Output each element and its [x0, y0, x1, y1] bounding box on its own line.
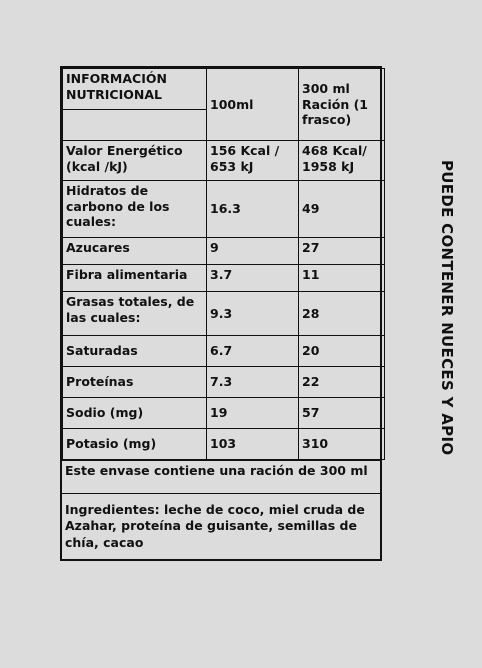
nutrient-per-serving: 28 [299, 292, 385, 336]
nutrient-name: Saturadas [63, 336, 207, 367]
nutrient-per-serving: 27 [299, 238, 385, 265]
table-row [63, 429, 385, 460]
table-header-row [63, 69, 385, 110]
nutrient-per-serving: 310 [299, 429, 385, 460]
table-row [63, 292, 385, 336]
ingredients-text: Ingredientes: leche de coco, miel cruda de Azahar, proteína de guisante, semillas de chía, cacao [62, 493, 380, 559]
nutrient-per-100ml: 6.7 [207, 336, 299, 367]
nutrient-per-100ml: 19 [207, 398, 299, 429]
nutrient-per-serving: 468 Kcal/ 1958 kJ [299, 141, 385, 181]
nutrition-label [60, 66, 382, 561]
table-row [63, 265, 385, 292]
nutrient-per-100ml: 3.7 [207, 265, 299, 292]
nutrient-name: Potasio (mg) [63, 429, 207, 460]
table-row [63, 398, 385, 429]
nutrient-per-100ml: 9.3 [207, 292, 299, 336]
nutrient-per-100ml: 103 [207, 429, 299, 460]
table-row [63, 238, 385, 265]
nutrient-name: Proteínas [63, 367, 207, 398]
header-nutrition-info: INFORMACIÓN NUTRICIONAL [63, 69, 207, 110]
nutrient-per-serving: 20 [299, 336, 385, 367]
table-row [63, 367, 385, 398]
serving-note: Este envase contiene una ración de 300 ml [62, 460, 380, 493]
nutrient-name: Fibra alimentaria [63, 265, 207, 292]
nutrient-per-100ml: 16.3 [207, 181, 299, 238]
nutrient-name: Sodio (mg) [63, 398, 207, 429]
nutrient-per-100ml: 9 [207, 238, 299, 265]
header-per-100ml: 100ml [207, 69, 299, 141]
nutrient-name: Azucares [63, 238, 207, 265]
nutrient-name: Grasas totales, de las cuales: [63, 292, 207, 336]
nutrient-name: Valor Energético (kcal /kJ) [63, 141, 207, 181]
nutrient-per-serving: 11 [299, 265, 385, 292]
nutrient-per-serving: 22 [299, 367, 385, 398]
nutrient-per-100ml: 156 Kcal / 653 kJ [207, 141, 299, 181]
nutrient-per-serving: 49 [299, 181, 385, 238]
table-row [63, 141, 385, 181]
header-per-serving: 300 ml Ración (1 frasco) [299, 69, 385, 141]
nutrient-per-100ml: 7.3 [207, 367, 299, 398]
nutrient-per-serving: 57 [299, 398, 385, 429]
table-row [63, 336, 385, 367]
nutrient-name: Hidratos de carbono de los cuales: [63, 181, 207, 238]
allergen-warning: PUEDE CONTENER NUECES Y APIO [438, 160, 456, 456]
nutrition-table [62, 68, 385, 460]
header-empty-cell [63, 110, 207, 141]
table-row [63, 181, 385, 238]
